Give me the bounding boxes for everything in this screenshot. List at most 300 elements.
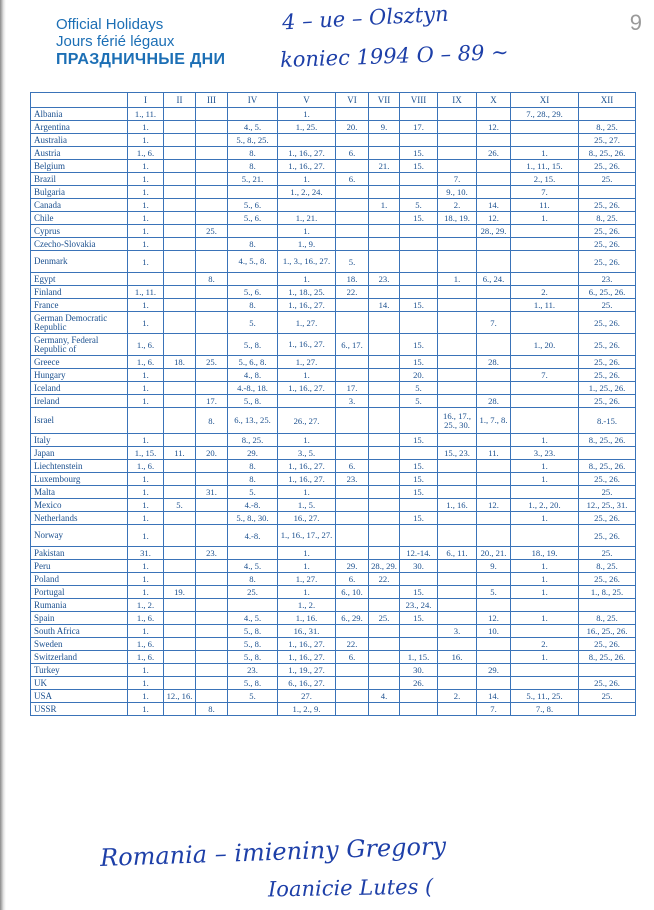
holiday-cell: 30. (400, 664, 438, 677)
table-row (31, 677, 636, 690)
holiday-cell (278, 134, 336, 147)
handwritten-note-top-2: koniec 1994 O – 89 ~ (279, 40, 510, 72)
holiday-cell (164, 238, 196, 251)
holiday-cell: 1., 20. (511, 334, 579, 356)
table-row (31, 525, 636, 547)
holiday-cell: 1., 18., 25. (278, 286, 336, 299)
holiday-cell: 8., 25. (579, 560, 636, 573)
holiday-cell: 25., 26. (579, 199, 636, 212)
holiday-cell (511, 408, 579, 434)
holiday-cell (369, 599, 400, 612)
holiday-cell (164, 612, 196, 625)
holiday-cell: 7. (477, 703, 511, 716)
holiday-cell (400, 499, 438, 512)
holiday-cell: 25., 26. (579, 225, 636, 238)
holiday-cell (511, 238, 579, 251)
holiday-cell (438, 560, 477, 573)
holiday-cell: 1. (278, 273, 336, 286)
country-name: Liechtenstein (31, 460, 128, 473)
country-name: Egypt (31, 273, 128, 286)
holiday-cell: 25., 26. (579, 334, 636, 356)
holiday-cell (336, 312, 369, 334)
holiday-cell: 15. (400, 212, 438, 225)
country-name: Finland (31, 286, 128, 299)
holiday-cell: 1., 16., 27. (278, 160, 336, 173)
holiday-cell: 25. (369, 612, 400, 625)
holiday-cell (438, 525, 477, 547)
holiday-cell (511, 664, 579, 677)
holiday-cell (196, 238, 228, 251)
holiday-cell: 7. (511, 369, 579, 382)
holiday-cell (336, 447, 369, 460)
holiday-cell (196, 286, 228, 299)
holiday-cell: 25., 26. (579, 638, 636, 651)
holiday-cell (369, 625, 400, 638)
holiday-cell (511, 395, 579, 408)
holiday-cell: 1. (128, 312, 164, 334)
table-row (31, 690, 636, 703)
holiday-cell (164, 160, 196, 173)
holiday-cell (336, 212, 369, 225)
country-name: Greece (31, 356, 128, 369)
holiday-cell: 5., 8. (228, 651, 278, 664)
header-month: VIII (400, 93, 438, 108)
holiday-cell: 22. (369, 573, 400, 586)
holiday-cell: 3. (438, 625, 477, 638)
holiday-cell (369, 586, 400, 599)
holiday-cell: 1., 5. (278, 499, 336, 512)
holiday-cell (369, 703, 400, 716)
holiday-cell (196, 664, 228, 677)
holiday-cell: 1. (128, 160, 164, 173)
holiday-cell: 1. (128, 586, 164, 599)
holiday-cell: 15. (400, 486, 438, 499)
holiday-cell: 14. (477, 199, 511, 212)
handwritten-note-bottom-2: Ioanicie Lutes ( (267, 874, 434, 902)
holiday-cell (477, 638, 511, 651)
holiday-cell (511, 486, 579, 499)
holiday-cell: 1. (511, 560, 579, 573)
holiday-cell (369, 525, 400, 547)
holiday-cell (196, 334, 228, 356)
holiday-cell: 16. (438, 651, 477, 664)
holiday-cell (438, 369, 477, 382)
holiday-cell (438, 299, 477, 312)
holiday-cell: 2., 15. (511, 173, 579, 186)
holiday-cell: 6., 24. (477, 273, 511, 286)
holiday-cell: 31. (128, 547, 164, 560)
holiday-cell: 1. (128, 664, 164, 677)
holiday-cell: 8. (228, 147, 278, 160)
holiday-cell (196, 121, 228, 134)
holiday-cell: 5. (477, 586, 511, 599)
holiday-cell: 6., 16., 27. (278, 677, 336, 690)
holiday-cell: 8.-15. (579, 408, 636, 434)
holiday-cell (336, 199, 369, 212)
country-name: Argentina (31, 121, 128, 134)
holiday-cell: 25. (579, 547, 636, 560)
holiday-cell: 1. (128, 512, 164, 525)
header-month: X (477, 93, 511, 108)
holiday-cell: 4., 5. (228, 560, 278, 573)
holiday-cell: 8., 25. (579, 212, 636, 225)
holiday-cell: 1. (511, 434, 579, 447)
holiday-cell: 4.-8. (228, 525, 278, 547)
holiday-cell: 1. (128, 134, 164, 147)
holiday-cell: 22. (336, 638, 369, 651)
holiday-cell (511, 525, 579, 547)
holiday-cell (438, 664, 477, 677)
country-name: Belgium (31, 160, 128, 173)
holiday-cell (336, 499, 369, 512)
holiday-cell (196, 690, 228, 703)
holiday-cell: 8., 25., 26. (579, 434, 636, 447)
table-row (31, 312, 636, 334)
holiday-cell (196, 134, 228, 147)
holiday-cell: 1. (128, 395, 164, 408)
holiday-cell: 22. (336, 286, 369, 299)
holiday-cell (438, 677, 477, 690)
holiday-cell: 15. (400, 612, 438, 625)
holiday-cell (369, 664, 400, 677)
holiday-cell (438, 121, 477, 134)
holiday-cell (336, 512, 369, 525)
holiday-cell (511, 273, 579, 286)
holiday-cell (278, 199, 336, 212)
holiday-cell (438, 147, 477, 160)
holiday-cell: 29. (228, 447, 278, 460)
holiday-cell: 8., 25. (579, 612, 636, 625)
holiday-cell: 8. (228, 473, 278, 486)
holiday-cell: 8., 25., 26. (579, 460, 636, 473)
holiday-cell: 12.-14. (400, 547, 438, 560)
table-row (31, 251, 636, 273)
holiday-cell: 1., 2., 9. (278, 703, 336, 716)
holiday-cell (128, 408, 164, 434)
holiday-cell (477, 573, 511, 586)
country-name: Mexico (31, 499, 128, 512)
holiday-cell: 10. (477, 625, 511, 638)
holiday-cell: 1., 19., 27. (278, 664, 336, 677)
holiday-cell: 1., 25., 26. (579, 382, 636, 395)
holiday-cell: 1., 16., 27. (278, 651, 336, 664)
holiday-cell: 26., 27. (278, 408, 336, 434)
holiday-cell: 25. (579, 690, 636, 703)
holiday-cell (336, 434, 369, 447)
holidays-table (30, 92, 636, 716)
country-name: Albania (31, 108, 128, 121)
holiday-cell: 5., 6. (228, 212, 278, 225)
holiday-cell: 1., 2., 24. (278, 186, 336, 199)
holiday-cell: 1., 11. (128, 108, 164, 121)
holiday-cell: 1., 6. (128, 638, 164, 651)
holiday-cell: 1. (128, 573, 164, 586)
holiday-cell (164, 334, 196, 356)
table-row (31, 147, 636, 160)
holiday-cell (579, 703, 636, 716)
country-name: Switzerland (31, 651, 128, 664)
holiday-cell: 30. (400, 560, 438, 573)
holiday-cell (336, 356, 369, 369)
country-name: Rumania (31, 599, 128, 612)
holiday-cell (438, 286, 477, 299)
holiday-cell: 1. (278, 586, 336, 599)
holiday-cell: 1., 6. (128, 147, 164, 160)
holiday-cell (438, 612, 477, 625)
holiday-cell (511, 599, 579, 612)
holiday-cell: 12., 25., 31. (579, 499, 636, 512)
holiday-cell (196, 299, 228, 312)
holiday-cell: 1. (128, 238, 164, 251)
holiday-cell: 25. (196, 225, 228, 238)
holiday-cell: 1., 16., 17., 27. (278, 525, 336, 547)
holiday-cell (336, 690, 369, 703)
table-row (31, 199, 636, 212)
handwritten-note-top-1: 4 – ue – Olsztyn (281, 1, 450, 35)
holiday-cell: 1. (128, 251, 164, 273)
holiday-cell (369, 499, 400, 512)
page-heading (56, 16, 225, 70)
country-name: Brazil (31, 173, 128, 186)
holiday-cell (438, 356, 477, 369)
holiday-cell: 1. (278, 173, 336, 186)
header-month: II (164, 93, 196, 108)
holiday-cell: 25., 26. (579, 473, 636, 486)
holiday-cell: 1., 7., 8. (477, 408, 511, 434)
holiday-cell (400, 238, 438, 251)
holiday-cell: 4., 5., 8. (228, 251, 278, 273)
holiday-cell: 1., 3., 16., 27. (278, 251, 336, 273)
holiday-cell (369, 651, 400, 664)
holiday-cell (400, 690, 438, 703)
holiday-cell (336, 134, 369, 147)
holiday-cell (477, 134, 511, 147)
holiday-cell (477, 369, 511, 382)
holiday-cell (164, 108, 196, 121)
holiday-cell: 5., 21. (228, 173, 278, 186)
holiday-cell (438, 703, 477, 716)
holiday-cell: 5., 6., 8. (228, 356, 278, 369)
holiday-cell (438, 512, 477, 525)
holiday-cell: 5. (164, 499, 196, 512)
table-row (31, 134, 636, 147)
holiday-cell: 11. (511, 199, 579, 212)
holiday-cell: 1. (511, 651, 579, 664)
holiday-cell (164, 121, 196, 134)
holiday-cell: 8., 25. (579, 121, 636, 134)
holiday-cell (196, 147, 228, 160)
holiday-cell: 26. (477, 147, 511, 160)
holiday-cell: 15. (400, 512, 438, 525)
holiday-cell: 28. (477, 395, 511, 408)
holiday-cell (477, 108, 511, 121)
holiday-cell: 6., 17. (336, 334, 369, 356)
holiday-cell (164, 512, 196, 525)
holiday-cell (228, 547, 278, 560)
holiday-cell (164, 625, 196, 638)
holiday-cell: 1. (128, 434, 164, 447)
table-row (31, 173, 636, 186)
holiday-cell: 5., 8., 30. (228, 512, 278, 525)
holiday-cell: 25., 26. (579, 512, 636, 525)
holiday-cell (511, 625, 579, 638)
holiday-cell (164, 251, 196, 273)
holiday-cell: 8. (228, 460, 278, 473)
holiday-cell: 5., 8. (228, 638, 278, 651)
holiday-cell (164, 199, 196, 212)
holiday-cell (477, 651, 511, 664)
country-name: Bulgaria (31, 186, 128, 199)
country-name: Chile (31, 212, 128, 225)
holiday-cell: 5., 6. (228, 286, 278, 299)
holiday-cell: 1. (128, 173, 164, 186)
country-name: Norway (31, 525, 128, 547)
holiday-cell (369, 212, 400, 225)
holiday-cell: 23. (336, 473, 369, 486)
holiday-cell (336, 225, 369, 238)
heading-french: Jours férié légaux (56, 33, 175, 50)
holiday-cell: 8., 25., 26. (579, 651, 636, 664)
holiday-cell (336, 664, 369, 677)
holiday-cell: 25., 26. (579, 677, 636, 690)
holiday-cell (196, 586, 228, 599)
holiday-cell: 7. (438, 173, 477, 186)
holiday-cell: 25., 26. (579, 238, 636, 251)
holiday-cell: 25. (228, 586, 278, 599)
holiday-cell: 1., 16., 27. (278, 638, 336, 651)
holiday-cell: 1. (511, 586, 579, 599)
holiday-cell (477, 434, 511, 447)
holiday-cell: 1., 15. (400, 651, 438, 664)
holiday-cell: 1., 27. (278, 312, 336, 334)
country-name: Canada (31, 199, 128, 212)
table-row (31, 586, 636, 599)
holiday-cell (164, 486, 196, 499)
holiday-cell: 23. (228, 664, 278, 677)
table-row (31, 382, 636, 395)
holiday-cell (196, 434, 228, 447)
holiday-cell: 5. (400, 382, 438, 395)
handwritten-note-bottom-1: Romania – imieniny Gregory (99, 831, 447, 873)
holiday-cell (336, 625, 369, 638)
month-header-row (31, 93, 636, 108)
holiday-cell: 2. (438, 690, 477, 703)
holiday-cell (164, 273, 196, 286)
holiday-cell (369, 447, 400, 460)
holiday-cell (164, 573, 196, 586)
holiday-cell (336, 703, 369, 716)
holiday-cell (400, 286, 438, 299)
table-row (31, 356, 636, 369)
holiday-cell (477, 286, 511, 299)
holiday-cell: 1. (278, 108, 336, 121)
holiday-cell: 1. (128, 121, 164, 134)
holiday-cell (438, 434, 477, 447)
country-name: Germany, Federal Republic of (31, 334, 128, 356)
country-name: Australia (31, 134, 128, 147)
holiday-cell (164, 186, 196, 199)
holiday-cell: 6. (336, 573, 369, 586)
holiday-cell (128, 273, 164, 286)
holiday-cell: 8. (196, 703, 228, 716)
holiday-cell (438, 251, 477, 273)
header-month: XI (511, 93, 579, 108)
holiday-cell: 1. (511, 147, 579, 160)
country-name: Malta (31, 486, 128, 499)
heading-russian: ПРАЗДНИЧНЫЕ ДНИ (56, 51, 226, 68)
holiday-cell: 26. (400, 677, 438, 690)
holiday-cell (369, 677, 400, 690)
table-row (31, 225, 636, 238)
holiday-cell (164, 212, 196, 225)
holiday-cell: 1., 6. (128, 334, 164, 356)
holiday-cell (369, 134, 400, 147)
holiday-cell (579, 186, 636, 199)
holiday-cell: 23., 24. (400, 599, 438, 612)
holiday-cell (196, 251, 228, 273)
holiday-cell: 5., 8. (228, 625, 278, 638)
table-row (31, 599, 636, 612)
holiday-cell (164, 408, 196, 434)
holiday-cell: 1., 2., 20. (511, 499, 579, 512)
holiday-cell (196, 212, 228, 225)
holiday-cell: 12. (477, 121, 511, 134)
holiday-cell (438, 312, 477, 334)
holiday-cell (511, 356, 579, 369)
holiday-cell (164, 147, 196, 160)
holiday-cell: 11. (164, 447, 196, 460)
holiday-cell: 1., 11., 15. (511, 160, 579, 173)
country-name: Austria (31, 147, 128, 160)
holiday-cell (438, 473, 477, 486)
holiday-cell: 25., 26. (579, 356, 636, 369)
holiday-cell: 1. (128, 560, 164, 573)
holiday-cell: 1. (278, 369, 336, 382)
holiday-cell (336, 525, 369, 547)
holiday-cell (164, 134, 196, 147)
holiday-cell (400, 134, 438, 147)
holiday-cell: 12. (477, 499, 511, 512)
holiday-cell: 6., 10. (336, 586, 369, 599)
country-name: France (31, 299, 128, 312)
holiday-cell: 25., 26. (579, 160, 636, 173)
holiday-cell: 1. (511, 512, 579, 525)
holiday-cell (228, 225, 278, 238)
country-name: Israel (31, 408, 128, 434)
country-name: USSR (31, 703, 128, 716)
header-month: XII (579, 93, 636, 108)
holiday-cell (196, 677, 228, 690)
table-row (31, 286, 636, 299)
holiday-cell: 14. (369, 299, 400, 312)
holiday-cell (228, 186, 278, 199)
holiday-cell: 16., 31. (278, 625, 336, 638)
holiday-cell (400, 186, 438, 199)
holiday-cell (438, 238, 477, 251)
holiday-cell (369, 408, 400, 434)
holiday-cell: 7. (477, 312, 511, 334)
country-name: Hungary (31, 369, 128, 382)
holidays-table-body (31, 108, 636, 716)
holiday-cell: 1., 6. (128, 460, 164, 473)
table-row (31, 447, 636, 460)
country-name: South Africa (31, 625, 128, 638)
holiday-cell (369, 147, 400, 160)
country-name: Pakistan (31, 547, 128, 560)
country-name: Czecho-Slovakia (31, 238, 128, 251)
holiday-cell: 2. (511, 638, 579, 651)
holiday-cell: 1., 16., 27. (278, 334, 336, 356)
